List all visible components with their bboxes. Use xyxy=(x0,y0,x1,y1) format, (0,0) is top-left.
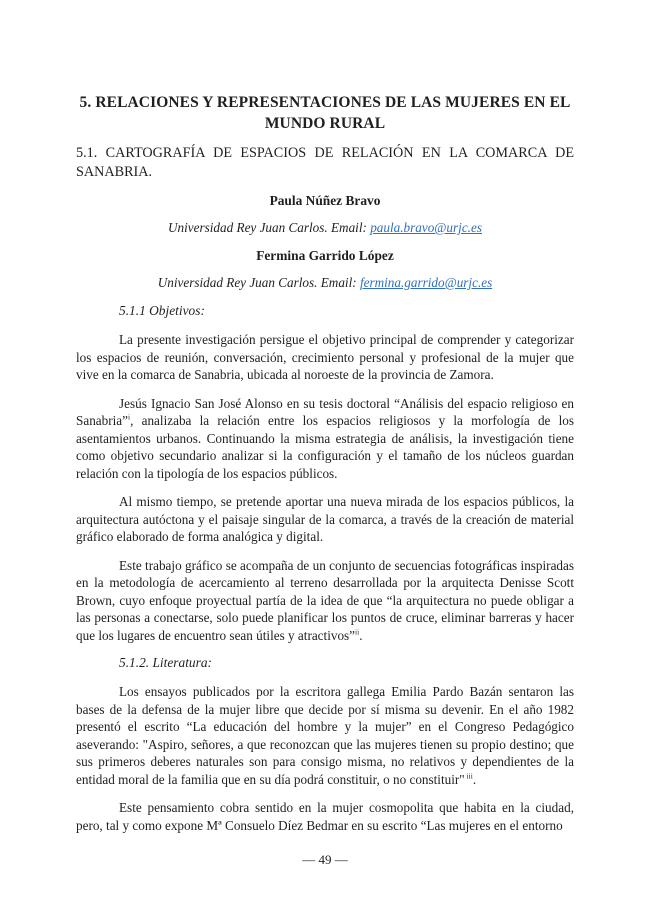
paragraph-4 xyxy=(76,557,574,645)
affiliation-text-1: Universidad Rey Juan Carlos. Email: xyxy=(168,220,371,235)
author-name-2: Fermina Garrido López xyxy=(256,248,394,263)
affiliation-text-2: Universidad Rey Juan Carlos. Email: xyxy=(157,275,360,290)
paragraph-1: La presente investigación persigue el objetivo principal de comprender y categorizar los espacios de reunión, conversación, crecimiento personal y profesional de la mujer que vive en la comarca de Sanabria, ubicada al noroeste de la provincia de Zamora. xyxy=(76,332,574,382)
paragraph-2 xyxy=(76,395,574,483)
paragraph-6: Este pensamiento cobra sentido en la mujer cosmopolita que habita en la ciudad, pero, tal y como expone Mª Consuelo Díez Bedmar en su escrito “Las mujeres en el entorno xyxy=(76,800,574,833)
paragraph-2-text-a: Jesús Ignacio San José Alonso en su tesis doctoral “Análisis del espacio religioso en Sanabria” xyxy=(76,395,574,428)
paragraph-2-text-b: , analizaba la relación entre los espacios religiosos y la morfología de los asentamientos urbanos. Continuando la misma estrategia de análisis, la investigación tiene como objetivo secundario analizar si la configuración y el tamaño de los núcleos guardan relación con la tipología de los espacios públicos. xyxy=(76,413,574,481)
author-affiliation-1 xyxy=(76,219,574,237)
paragraph-5-text-a: Los ensayos publicados por la escritora gallega Emilia Pardo Bazán sentaron las bases de la defensa de la mujer libre que decide por sí misma su devenir. En el año 1982 presentó el escrito “La educación del hombre y la mujer” en el Congreso Pedagógico aseverando: "Aspiro, señores, a que reconozcan que las mujeres tienen su propio destino; que sus primeros deberes naturales son para consigo misma, no relativos y dependientes de la entidad moral de la familia que en su día podrá constituir, o no constituir" xyxy=(76,684,574,787)
paragraph-5-text-b: . xyxy=(472,771,477,787)
author-email-link-1[interactable]: paula.bravo@urjc.es xyxy=(370,220,482,235)
footnote-ref-iii[interactable]: iii xyxy=(464,771,473,781)
page-number: — 49 — xyxy=(302,852,348,867)
footnote-ref-ii[interactable]: ii xyxy=(355,627,360,637)
paragraph-4-text-a: Este trabajo gráfico se acompaña de un conjunto de secuencias fotográficas inspiradas en la metodología de acercamiento al terreno desarrollada por la arquitecta Denisse Scott Brown, cuyo enfoque proyectual partía de la idea de que “la arquitectura no puede obligar a las personas a conectarse, solo puede planificar los puntos de cruce, eliminar barreras y hacer que los lugares de encuentro sean útiles y atractivos” xyxy=(76,557,574,643)
paragraph-4-text-b: . xyxy=(359,627,363,643)
author-affiliation-2 xyxy=(76,274,574,292)
section-title: 5.1. CARTOGRAFÍA DE ESPACIOS DE RELACIÓN EN LA COMARCA DE SANABRIA. xyxy=(76,145,574,180)
chapter-title: 5. RELACIONES Y REPRESENTACIONES DE LAS MUJERES EN EL MUNDO RURAL xyxy=(79,94,571,132)
subsection-heading-literatura: 5.1.2. Literatura: xyxy=(119,655,212,670)
footnote-ref-i[interactable]: i xyxy=(128,412,131,422)
paragraph-5 xyxy=(76,683,574,788)
subsection-heading-objetivos: 5.1.1 Objetivos: xyxy=(119,303,205,318)
paragraph-3: Al mismo tiempo, se pretende aportar una nueva mirada de los espacios públicos, la arquitectura autóctona y el paisaje singular de la comarca, a través de la creación de material gráfico elaborado de forma analógica y digital. xyxy=(76,494,574,544)
author-name-1: Paula Núñez Bravo xyxy=(269,193,381,208)
author-email-link-2[interactable]: fermina.garrido@urjc.es xyxy=(359,275,493,290)
